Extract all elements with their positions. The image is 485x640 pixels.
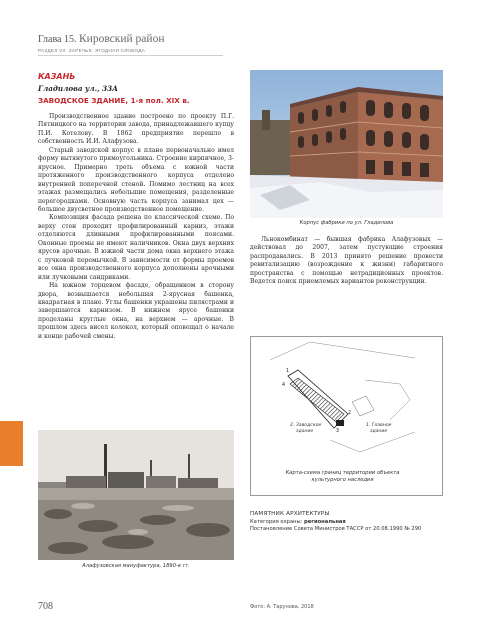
address: Гладилова ул., 33А — [38, 84, 118, 93]
territory-map-drawing — [270, 340, 415, 468]
article-body-right — [250, 236, 443, 287]
map-label-factory-2: здание — [296, 429, 314, 434]
photo-caption: Корпус фабрики по ул. Гладилова — [299, 220, 394, 226]
map-label-main-building-2: здание — [370, 429, 388, 434]
factory-building-image — [250, 70, 443, 218]
page-number: 708 — [38, 601, 53, 612]
map-label-factory: 2. Заводское — [290, 423, 322, 428]
article-heading: ЗАВОДСКОЕ ЗДАНИЕ, 1-я пол. XIX в. — [38, 96, 190, 105]
article-body-left — [38, 113, 234, 341]
paragraph: Производственное здание построено по проекту П.Г. Пятницкого на территории завода, принадлежавшего купцу П.И. Котелову. В 1862 предприятие перешло в собственность И.И. Алафузова. — [38, 113, 234, 146]
map-point-1: 1 — [286, 369, 290, 374]
map-label-main-building: 1. Главное — [366, 423, 392, 428]
section-title: РАЗДЕЛ VII. ЗАРЕЧЬЕ. ЯГОДНАЯ СЛОБОДА — [38, 48, 146, 53]
photo-caption: Алафузовская мануфактура, 1890-е гг. — [82, 563, 190, 569]
territory-map — [270, 340, 415, 468]
decree: Постановление Совета Министров ТАССР от 20.08.1990 № 290 — [250, 526, 422, 532]
paragraph: Композиция фасада решена по классической схеме. По верху стен проходит профилированный карниз, этажи отделяются длинными профилированными поясами. Оконные проемы не имеют наличников. Окна двух верхних ярусов арочные. В южной части дома окна верхнего этажа с лучковой перемычкой. В зависимости от формы проемов все окна производственного корпуса дополнены арочными или лучковыми сандриками. — [38, 214, 234, 281]
historic-manufactory-image — [38, 430, 234, 560]
chapter-title: Кировский район — [79, 33, 165, 45]
photo-credit: Фото: А. Тарунова, 2018 — [250, 604, 314, 610]
map-caption: Карта-схема границ территории объекта культурного наследия — [285, 470, 400, 483]
monument-title: ПАМЯТНИК АРХИТЕКТУРЫ — [250, 511, 330, 517]
city-name: КАЗАНЬ — [38, 72, 76, 81]
category-value: региональная — [304, 518, 346, 525]
map-point-2: 2 — [348, 411, 352, 416]
map-point-3: 3 — [336, 429, 340, 434]
header-divider — [38, 55, 223, 56]
paragraph: Льнокомбинат — бывшая фабрика Алафузовых — действовал до 2007, затем пустующие строения распродавались. В 2013 принято решение провести ревитализацию (возрождение к жизни) габаритного пространства с помощью нетрадиционных проектов. Ведется поиск приемлемых вариантов реконструкции. — [250, 236, 443, 286]
category-label: Категория охраны: — [250, 518, 305, 525]
paragraph: Старый заводской корпус в плане первоначально имел форму вытянутого прямоугольника. Строение кирпичное, 3-ярусное. Примерно треть объема с южной части протяженного производственного корпуса отделено внутренней поперечной стеной. Помимо лестниц на всех этажах размещались небольшие помещения, разделенные перегородками. Основную часть корпуса занимал цех — большое двусветное производственное помещение. — [38, 146, 234, 213]
chapter-number: Глава 15. — [38, 34, 77, 45]
protection-category — [250, 519, 450, 527]
paragraph: На южном торцевом фасаде, обращенном в сторону двора, возвышается небольшая 2-ярусная башенка, квадратная в плане. Углы башенки украшены пилястрами и завершаются карнизом. В нижнем ярусе башенки проделаны круглые окна, на верхнем — арочные. В прошлом здесь висел колокол, который оповещал о начале и конце рабочей смены. — [38, 282, 234, 340]
section-tab — [0, 421, 23, 466]
monument-info — [250, 511, 450, 534]
map-point-4: 4 — [282, 383, 286, 388]
chapter-header — [38, 33, 164, 45]
factory-building-photo — [250, 70, 443, 218]
historic-manufactory-photo — [38, 430, 234, 560]
